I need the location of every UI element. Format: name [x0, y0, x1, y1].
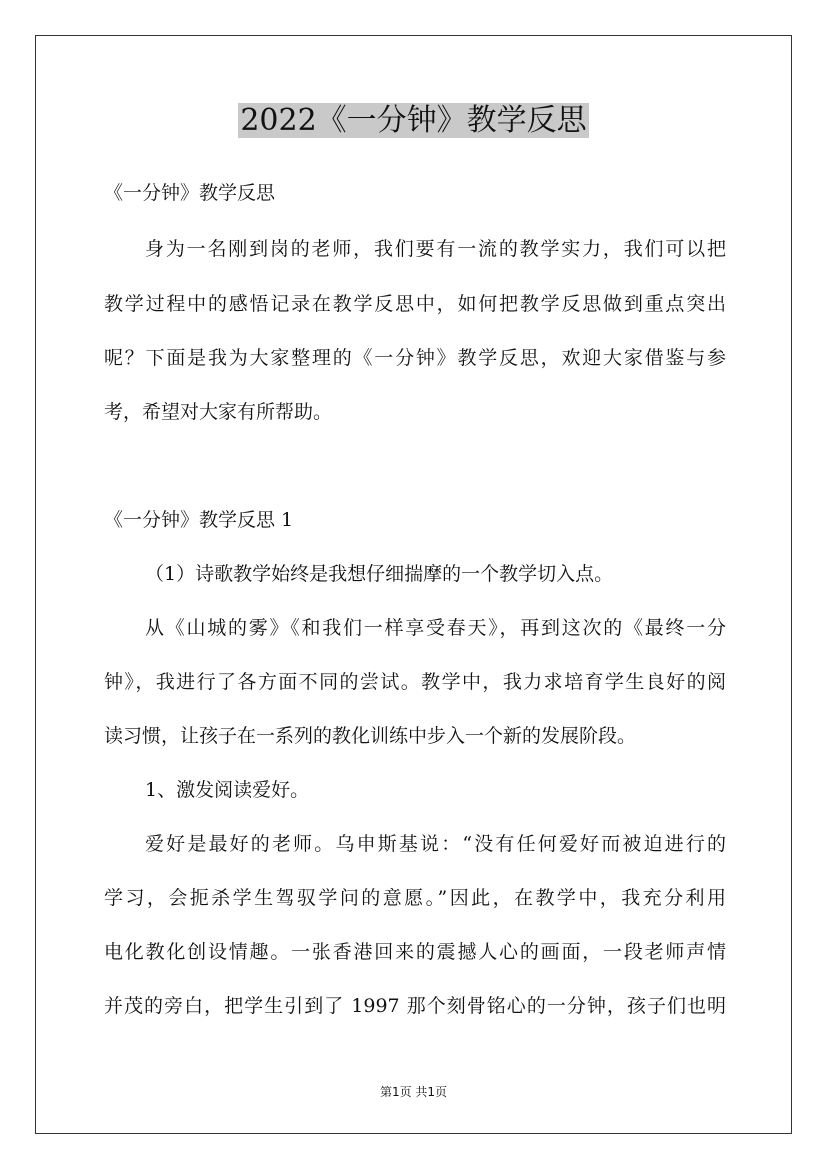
list-item-heading: 1、激发阅读爱好。 — [145, 779, 310, 801]
page-number: 第1页 共1页 — [379, 1085, 448, 1099]
paragraph-line: 并茂的旁白，把学生引到了 1997 那个刻骨铭心的一分钟，孩子们也明 — [104, 995, 726, 1017]
paragraph-line: 从《山城的雾》《和我们一样享受春天》，再到这次的《最终一分 — [145, 617, 726, 639]
document-title: 2022《一分钟》教学反思 — [240, 103, 587, 138]
paragraph-line: 学习，会扼杀学生驾驭学问的意愿。”因此，在教学中，我充分利用 — [104, 887, 726, 909]
paragraph-line: 爱好是最好的老师。乌申斯基说：“没有任何爱好而被迫进行的 — [145, 833, 726, 855]
section-heading: 《一分钟》教学反思 — [104, 182, 276, 204]
paragraph-line: 身为一名刚到岗的老师，我们要有一流的教学实力，我们可以把 — [145, 238, 726, 260]
paragraph-line: 读习惯，让孩子在一系列的教化训练中步入一个新的发展阶段。 — [104, 725, 637, 747]
paragraph-line: 电化教化创设情趣。一张香港回来的震撼人心的画面，一段老师声情 — [104, 941, 726, 963]
section-heading: 《一分钟》教学反思 1 — [104, 509, 294, 531]
paragraph-line: 考，希望对大家有所帮助。 — [104, 401, 333, 423]
paragraph-line: 呢？下面是我为大家整理的《一分钟》教学反思，欢迎大家借鉴与参 — [104, 347, 726, 369]
paragraph-line: （1）诗歌教学始终是我想仔细揣摩的一个教学切入点。 — [145, 563, 614, 585]
paragraph-line: 钟》，我进行了各方面不同的尝试。教学中，我力求培育学生良好的阅 — [104, 671, 726, 693]
paragraph-line: 教学过程中的感悟记录在教学反思中，如何把教学反思做到重点突出 — [104, 293, 726, 315]
